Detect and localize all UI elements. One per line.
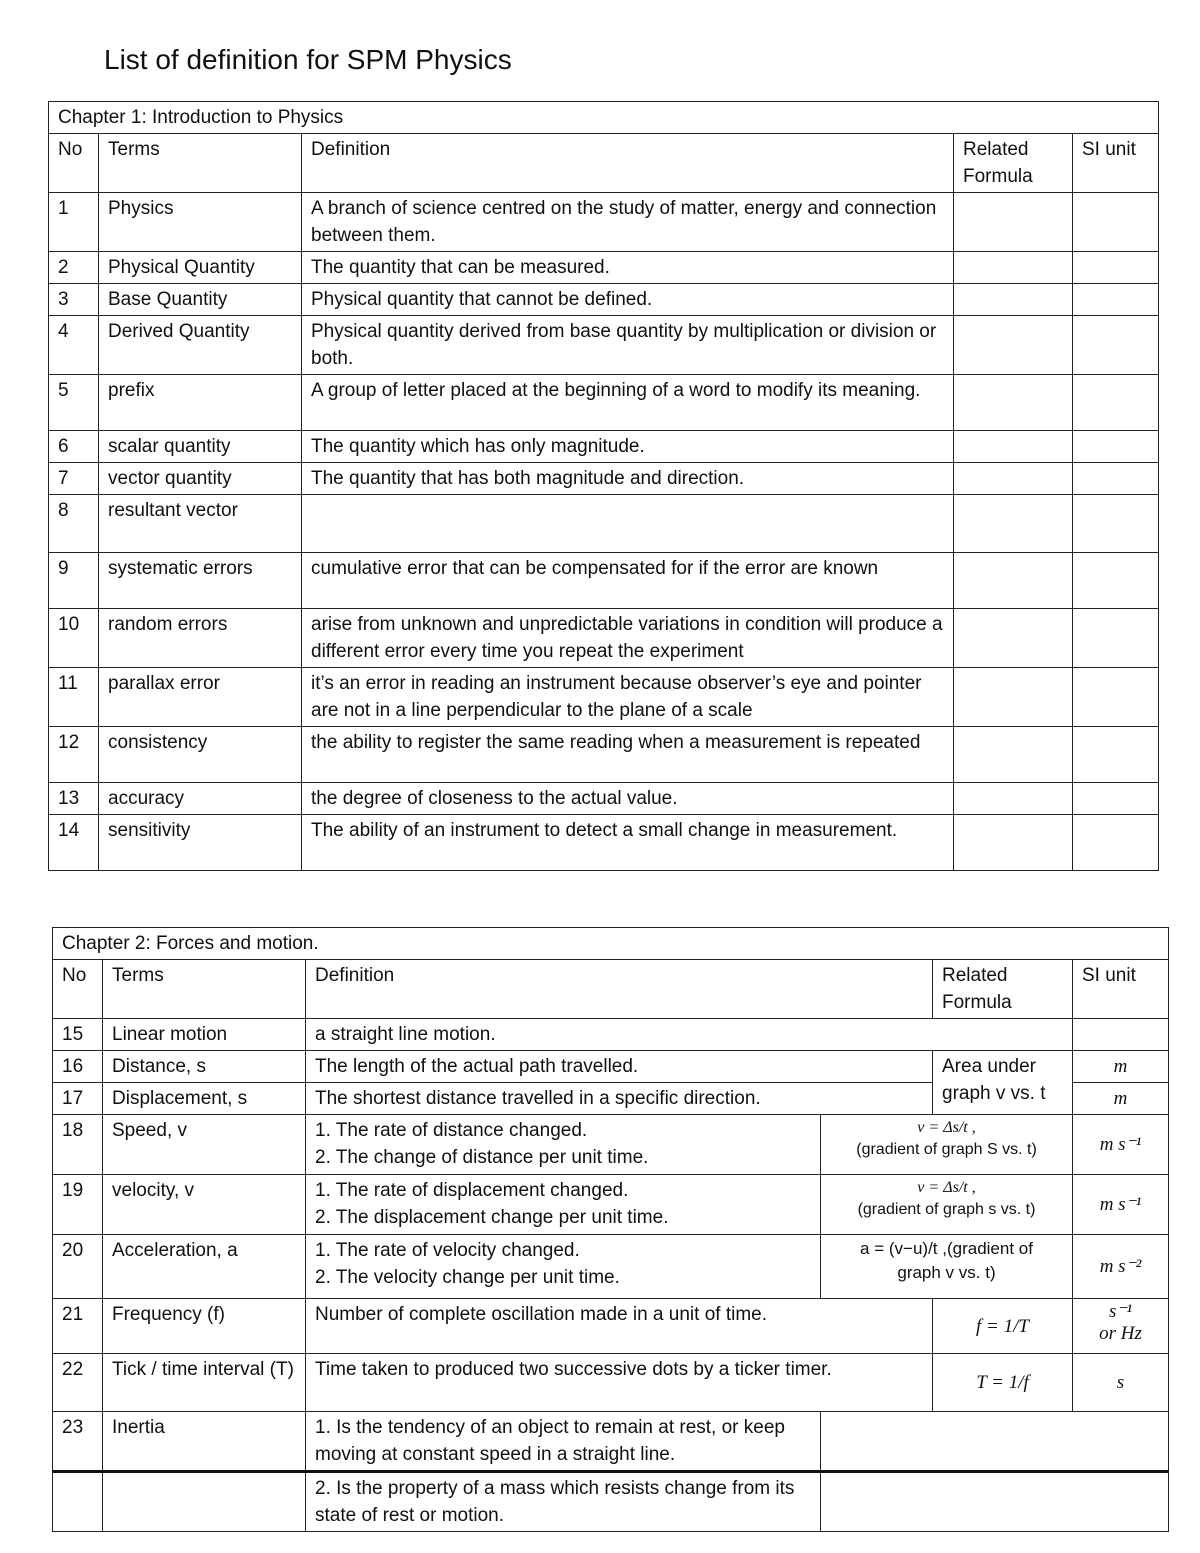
table-row: 1 Physics A branch of science centred on the study of matter, energy and connection between them. — [49, 193, 1159, 252]
table-row: 9 systematic errors cumulative error that can be compensated for if the error are known — [49, 553, 1159, 609]
col-definition: Definition — [306, 960, 933, 1019]
table-row: 20 Acceleration, a 1. The rate of velocity changed. 2. The velocity change per unit time. a = (v−u)/t ,(gradient of graph v vs. t) m s⁻² — [53, 1235, 1169, 1299]
table-row: 10 random errors arise from unknown and unpredictable variations in condition will produce a different error every time you repeat the experiment — [49, 609, 1159, 668]
table-row: 13 accuracy the degree of closeness to the actual value. — [49, 783, 1159, 815]
col-no: No — [53, 960, 103, 1019]
table-row: 7 vector quantity The quantity that has both magnitude and direction. — [49, 463, 1159, 495]
table-row: 12 consistency the ability to register the same reading when a measurement is repeated — [49, 727, 1159, 783]
table-row: 8 resultant vector — [49, 495, 1159, 553]
table-row: 15 Linear motion a straight line motion. — [53, 1019, 1169, 1051]
chapter1-heading: Chapter 1: Introduction to Physics — [49, 102, 1159, 134]
table-row: 2 Physical Quantity The quantity that can be measured. — [49, 252, 1159, 284]
table-row: 18 Speed, v 1. The rate of distance changed. 2. The change of distance per unit time. v = Δs/t , (gradient of graph S vs. t) m s⁻¹ — [53, 1115, 1169, 1175]
col-terms: Terms — [99, 134, 302, 193]
table-row: 6 scalar quantity The quantity which has only magnitude. — [49, 431, 1159, 463]
col-related-formula: Related Formula — [933, 960, 1073, 1019]
table-row: 3 Base Quantity Physical quantity that cannot be defined. — [49, 284, 1159, 316]
table-row: 21 Frequency (f) Number of complete oscillation made in a unit of time. f = 1/T s⁻¹ or Hz — [53, 1299, 1169, 1354]
col-related-formula: Related Formula — [954, 134, 1073, 193]
table-row: 17 Displacement, s The shortest distance travelled in a specific direction. m — [53, 1083, 1169, 1115]
table-row: 19 velocity, v 1. The rate of displacement changed. 2. The displacement change per unit time. v = Δs/t , (gradient of graph s vs. t) m s⁻¹ — [53, 1175, 1169, 1235]
table-row: 23 Inertia 1. Is the tendency of an object to remain at rest, or keep moving at constant speed in a straight line. — [53, 1412, 1169, 1472]
col-definition: Definition — [302, 134, 954, 193]
table-row: 2. Is the property of a mass which resists change from its state of rest or motion. — [53, 1472, 1169, 1532]
page-title: List of definition for SPM Physics — [104, 44, 512, 75]
col-terms: Terms — [103, 960, 306, 1019]
area-formula: Area under graph v vs. t — [933, 1051, 1073, 1115]
table-row: 14 sensitivity The ability of an instrument to detect a small change in measurement. — [49, 815, 1159, 871]
table-row: 22 Tick / time interval (T) Time taken to produced two successive dots by a ticker timer. T = 1/f s — [53, 1354, 1169, 1412]
table-row: 16 Distance, s The length of the actual path travelled. Area under graph v vs. t m — [53, 1051, 1169, 1083]
table-row: 4 Derived Quantity Physical quantity derived from base quantity by multiplication or division or both. — [49, 316, 1159, 375]
table-row: 11 parallax error it’s an error in reading an instrument because observer’s eye and pointer are not in a line perpendicular to the plane of a scale — [49, 668, 1159, 727]
chapter2-heading: Chapter 2: Forces and motion. — [53, 928, 1169, 960]
col-si-unit: SI unit — [1073, 960, 1169, 1019]
col-no: No — [49, 134, 99, 193]
chapter2-table — [52, 927, 1169, 1532]
table-row: 5 prefix A group of letter placed at the beginning of a word to modify its meaning. — [49, 375, 1159, 431]
chapter1-table — [48, 101, 1159, 871]
col-si-unit: SI unit — [1073, 134, 1159, 193]
